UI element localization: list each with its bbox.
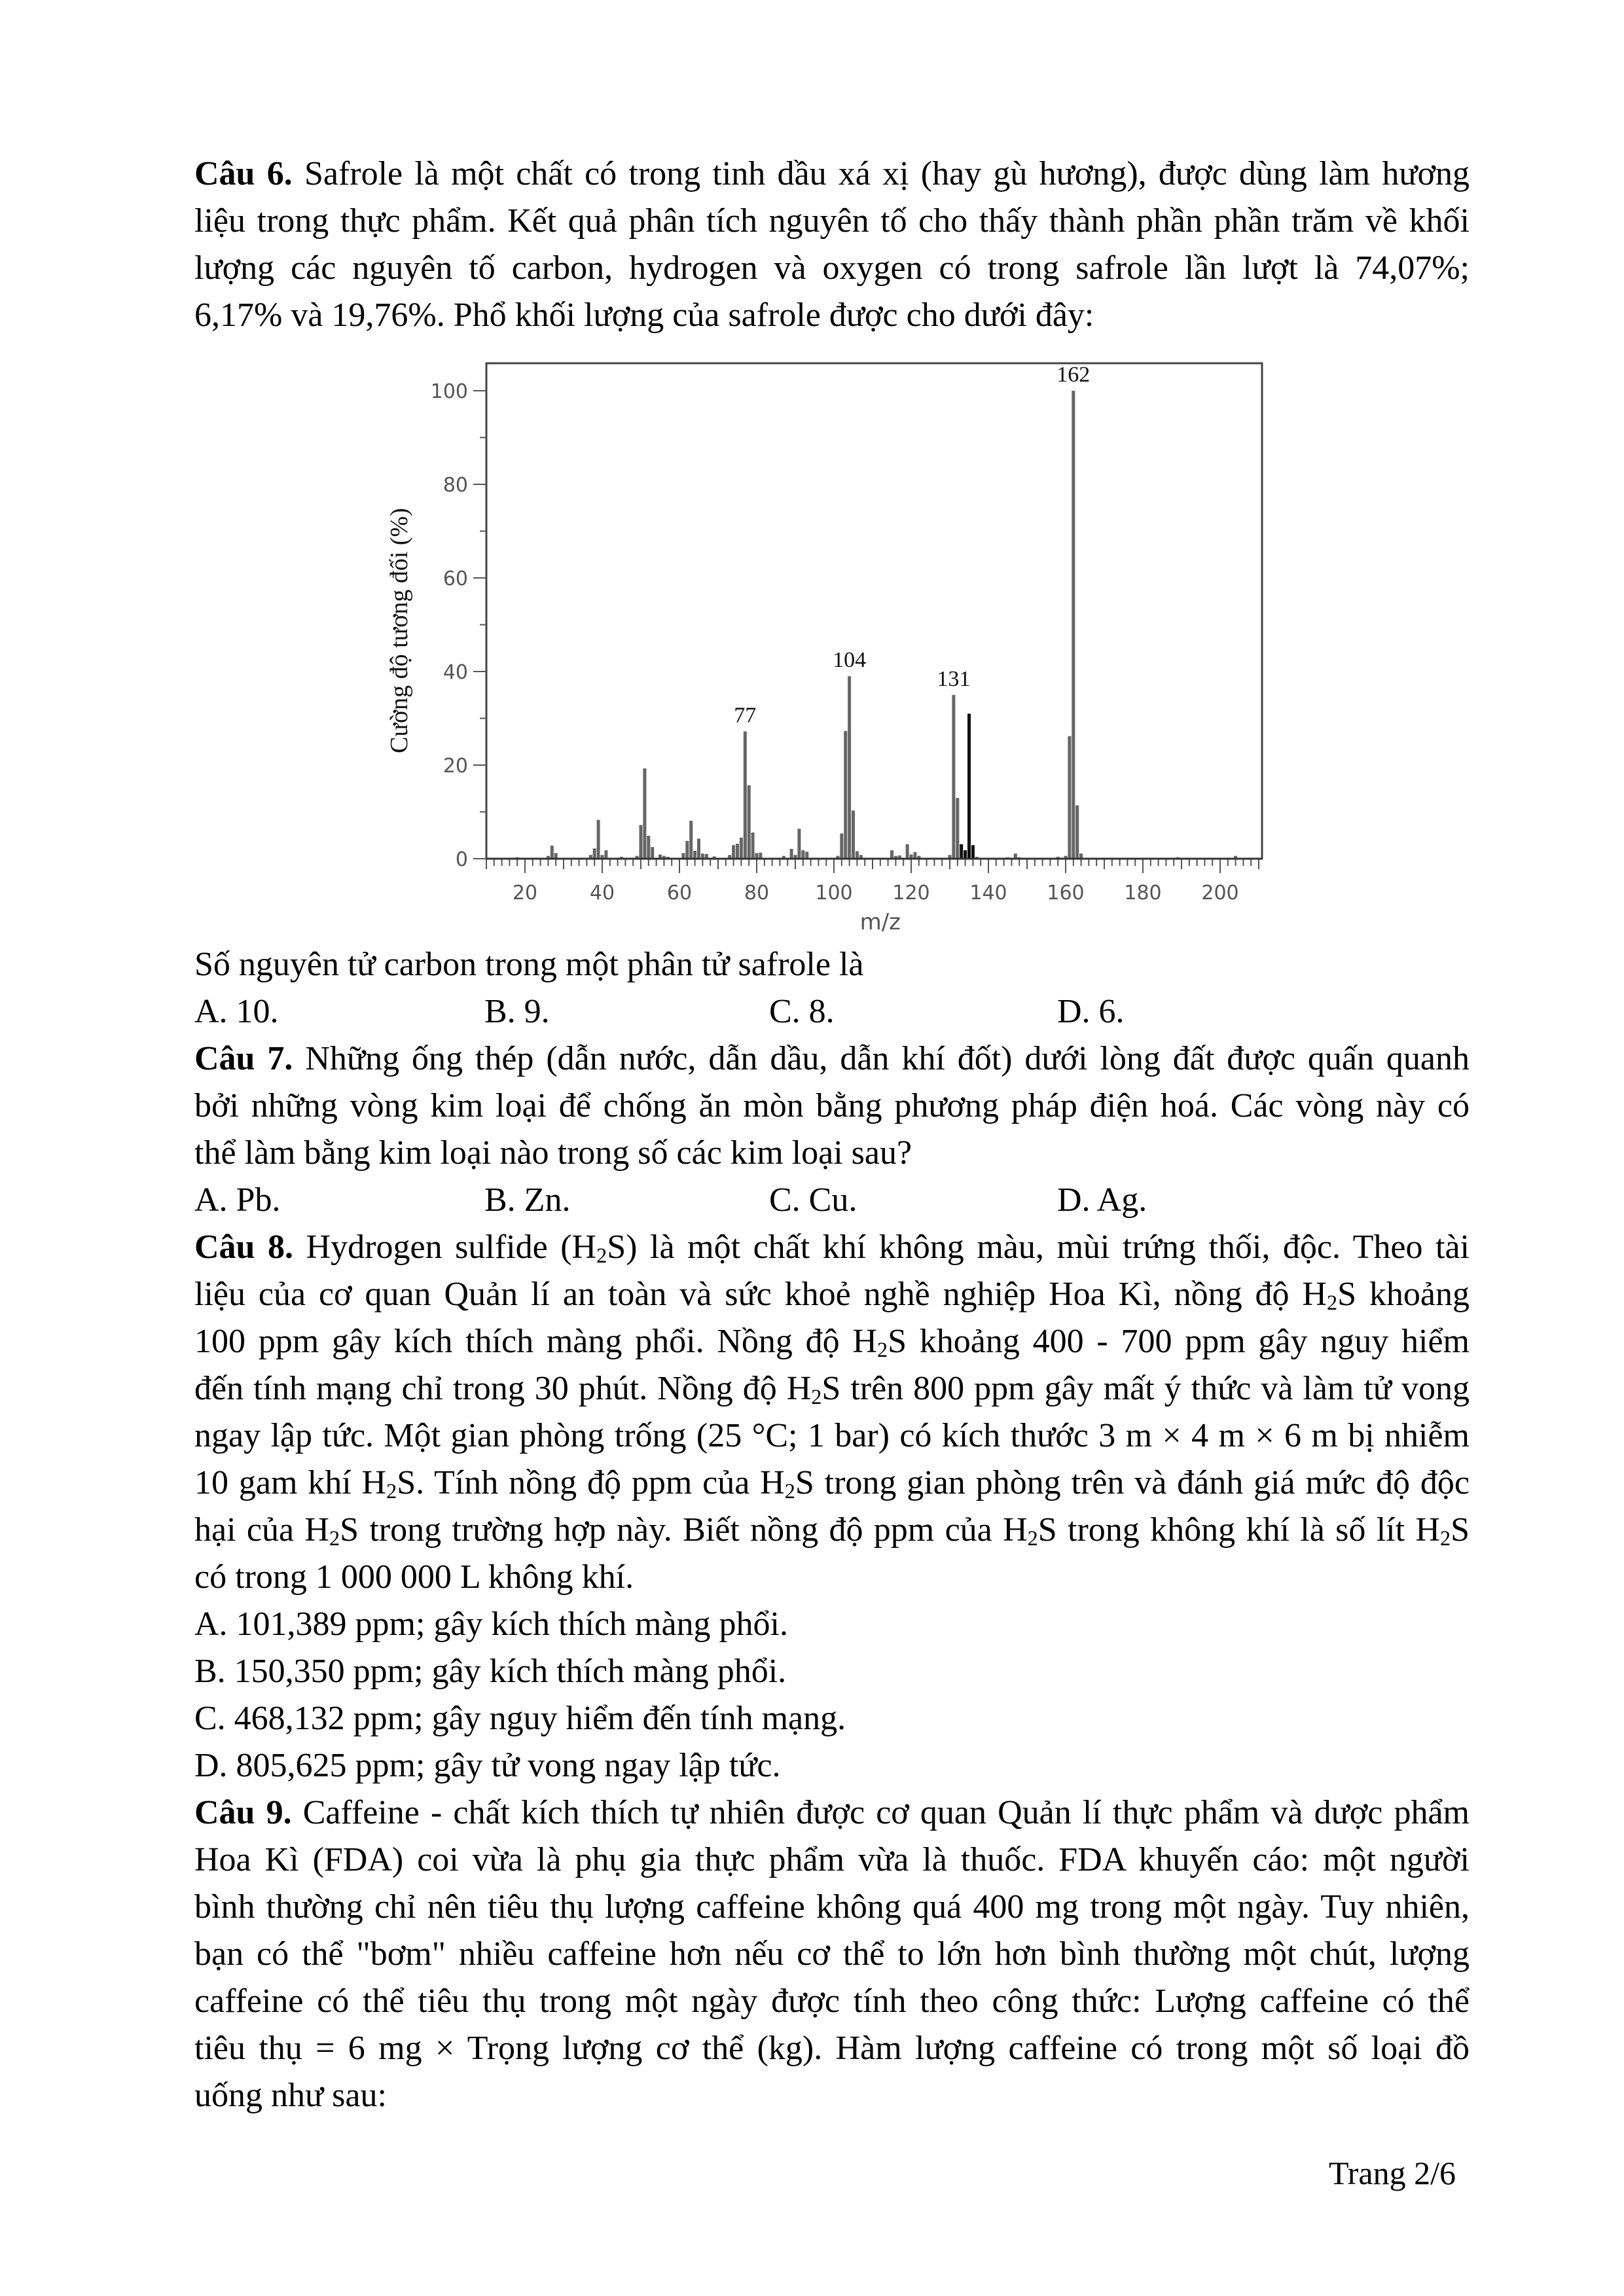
x-tick-label: 80 [744, 882, 770, 905]
q8-line-7: hại của $H_2S$ trong trường hợp này. Biết nồng độ ppm của $H_2S$ trong không khí là số lít $H_2S$ [194, 1511, 1470, 1551]
q8-option-b[interactable]: B. 150,350 ppm; gây kích thích màng phổi. [194, 1653, 787, 1690]
q6-line-4: 6,17% và 19,76%. Phổ khối lượng của safrole được cho dưới đây: [194, 296, 1094, 334]
q8-line-4: đến tính mạng chỉ trong 30 phút. Nồng độ $H_2S$ trên 800 ppm gây mất ý thức và làm tử vong [194, 1370, 1470, 1409]
y-axis-label: Cường độ tương đối (%) [386, 508, 413, 753]
spectrum-peak [913, 852, 916, 859]
spectrum-peak [852, 810, 855, 859]
q7-line-1 [194, 1035, 1470, 1083]
x-tick-label: 20 [512, 882, 538, 905]
spectrum-peak [685, 841, 689, 859]
spectrum-peak [651, 847, 654, 859]
spectrum-peak [640, 825, 643, 859]
spectrum-peak [732, 845, 735, 859]
y-tick-label: 20 [442, 755, 468, 778]
q7-option-d[interactable]: D. Ag. [1057, 1181, 1147, 1219]
spectrum-peak [790, 849, 793, 859]
spectrum-peak [967, 713, 971, 859]
spectrum-peak [597, 820, 600, 859]
q8-line-1 [194, 1224, 1470, 1271]
spectrum-peak [751, 833, 755, 859]
q6-option-b[interactable]: B. 9. [484, 993, 550, 1030]
q8-line-5: ngay lập tức. Một gian phòng trống (25 °C; 1 bar) có kích thước 3 m × 4 m × 6 m bị nhiễm [194, 1417, 1470, 1454]
q8-line-2: liệu của cơ quan Quản lí an toàn và sức khoẻ nghề nghiệp Hoa Kì, nồng độ $H_2S$ khoảng [194, 1276, 1470, 1315]
spectrum-peak [952, 695, 955, 859]
q8-option-c[interactable]: C. 468,132 ppm; gây nguy hiểm đến tính mạng. [194, 1700, 846, 1737]
spectrum-peak [956, 798, 959, 859]
y-tick-label: 40 [442, 661, 468, 684]
chart-canvas [380, 353, 1296, 942]
peak-label: 104 [833, 648, 867, 673]
spectrum-peak [697, 838, 700, 859]
peak-label: 77 [734, 703, 757, 728]
spectrum-peak [593, 848, 596, 859]
q8-text: Hydrogen sulfide $(H_2S)$ là một chất khí không màu, mùi trứng thối, độc. Theo tài [306, 1229, 1470, 1268]
q9-line-1 [194, 1789, 1470, 1837]
x-tick-label: 160 [1047, 882, 1085, 905]
spectrum-peak [805, 852, 808, 859]
q7-option-a[interactable]: A. Pb. [194, 1181, 281, 1219]
q8-option-a[interactable]: A. 101,389 ppm; gây kích thích màng phổi. [194, 1605, 789, 1643]
spectrum-peak [906, 844, 909, 859]
x-axis-label: m/z [859, 909, 901, 935]
q7-option-b[interactable]: B. Zn. [484, 1181, 571, 1219]
q7-text: Những ống thép (dẫn nước, dẫn dầu, dẫn khí đốt) dưới lòng đất được quấn quanh [305, 1040, 1470, 1077]
spectrum-peak [840, 833, 843, 859]
spectrum-peak [848, 676, 851, 859]
q9-line-3: bình thường chỉ nên tiêu thụ lượng caffeine không quá 400 mg trong một ngày. Tuy nhiên, [194, 1888, 1470, 1926]
spectrum-peak [744, 732, 747, 859]
spectrum-peak [643, 768, 646, 859]
x-tick-label: 200 [1201, 882, 1239, 905]
spectrum-peak [736, 844, 739, 859]
spectrum-peak [971, 845, 975, 859]
page-number: Trang 2/6 [1329, 2155, 1456, 2191]
q8-line-3: 100 ppm gây kích thích màng phổi. Nồng độ $H_2S$ khoảng 400 - 700 ppm gây nguy hiểm [194, 1323, 1470, 1362]
spectrum-peak [1072, 391, 1075, 859]
q7-label: Câu 7. [194, 1040, 293, 1077]
x-tick-label: 140 [969, 882, 1007, 905]
q8-label: Câu 8. [194, 1229, 294, 1266]
spectrum-peak [1068, 736, 1071, 859]
q6-line-2: liệu trong thực phẩm. Kết quả phân tích nguyên tố cho thấy thành phần phần trăm về khối [194, 202, 1470, 240]
q9-line-6: tiêu thụ = 6 mg × Trọng lượng cơ thể (kg). Hàm lượng caffeine có trong một số loại đồ [194, 2030, 1470, 2067]
spectrum-peak [844, 731, 847, 859]
y-tick-label: 0 [455, 848, 468, 871]
y-tick-label: 80 [442, 474, 468, 497]
peak-label: 162 [1056, 363, 1091, 387]
x-tick-label: 180 [1124, 882, 1162, 905]
spectrum-peak [604, 850, 607, 859]
y-tick-label: 60 [442, 567, 468, 590]
spectrum-peak [856, 852, 859, 859]
spectrum-peak [693, 851, 696, 859]
q6-option-c[interactable]: C. 8. [769, 993, 835, 1030]
spectrum-peak [550, 846, 554, 859]
spectrum-peak [797, 829, 801, 859]
q6-label: Câu 6. [194, 155, 293, 192]
q8-line-8: có trong 1 000 000 L không khí. [194, 1558, 634, 1596]
spectrum-peak [890, 850, 893, 859]
q8-option-d[interactable]: D. 805,625 ppm; gây tử vong ngay lập tức. [194, 1747, 781, 1784]
q6-option-a[interactable]: A. 10. [194, 993, 279, 1030]
plot-frame [486, 363, 1262, 859]
x-tick-label: 60 [666, 882, 693, 905]
q6-text: Safrole là một chất có trong tinh dầu xá xị (hay gù hương), được dùng làm hương [304, 155, 1470, 192]
mass-spectrum-chart [380, 353, 1296, 942]
q9-line-4: bạn có thể "bơm" nhiều caffeine hơn nếu cơ thể to lớn hơn bình thường một chút, lượng [194, 1935, 1470, 1973]
x-tick-label: 40 [589, 882, 615, 905]
q7-line-2: bởi những vòng kim loại để chống ăn mòn bằng phương pháp điện hoá. Các vòng này có [194, 1087, 1470, 1124]
spectrum-peak [801, 850, 804, 859]
peak-label: 131 [937, 666, 971, 691]
q7-option-c[interactable]: C. Cu. [769, 1181, 857, 1219]
spectrum-peak [1075, 805, 1079, 859]
q9-label: Câu 9. [194, 1794, 292, 1831]
q9-line-7: uống như sau: [194, 2077, 387, 2114]
spectrum-peak [748, 785, 751, 859]
spectrum-peak [960, 844, 963, 859]
q9-text: Caffeine - chất kích thích tự nhiên được cơ quan Quản lí thực phẩm và dược phẩm [302, 1794, 1470, 1831]
x-tick-label: 100 [815, 882, 853, 905]
q9-line-5: caffeine có thể tiêu thụ trong một ngày được tính theo công thức: Lượng caffeine có thể [194, 1982, 1470, 2020]
spectrum-peak [964, 850, 967, 859]
q6-line-1 [194, 151, 1470, 198]
q7-line-3: thể làm bằng kim loại nào trong số các kim loại sau? [194, 1134, 912, 1172]
spectrum-peak [689, 821, 693, 859]
q6-prompt: Số nguyên tử carbon trong một phân tử safrole là [194, 946, 864, 983]
x-tick-label: 120 [892, 882, 930, 905]
spectrum-peak [647, 836, 650, 859]
y-tick-label: 100 [430, 380, 468, 403]
q9-line-2: Hoa Kì (FDA) coi vừa là phụ gia thực phẩm vừa là thuốc. FDA khuyến cáo: một người [194, 1841, 1470, 1878]
spectrum-peak [740, 838, 743, 859]
q6-line-3: lượng các nguyên tố carbon, hydrogen và oxygen có trong safrole lần lượt là 74,07%; [194, 249, 1470, 287]
q6-option-d[interactable]: D. 6. [1057, 993, 1125, 1030]
q8-line-6: 10 gam khí $H_2S$. Tính nồng độ ppm của $H_2S$ trong gian phòng trên và đánh giá mức độ độc [194, 1464, 1470, 1503]
